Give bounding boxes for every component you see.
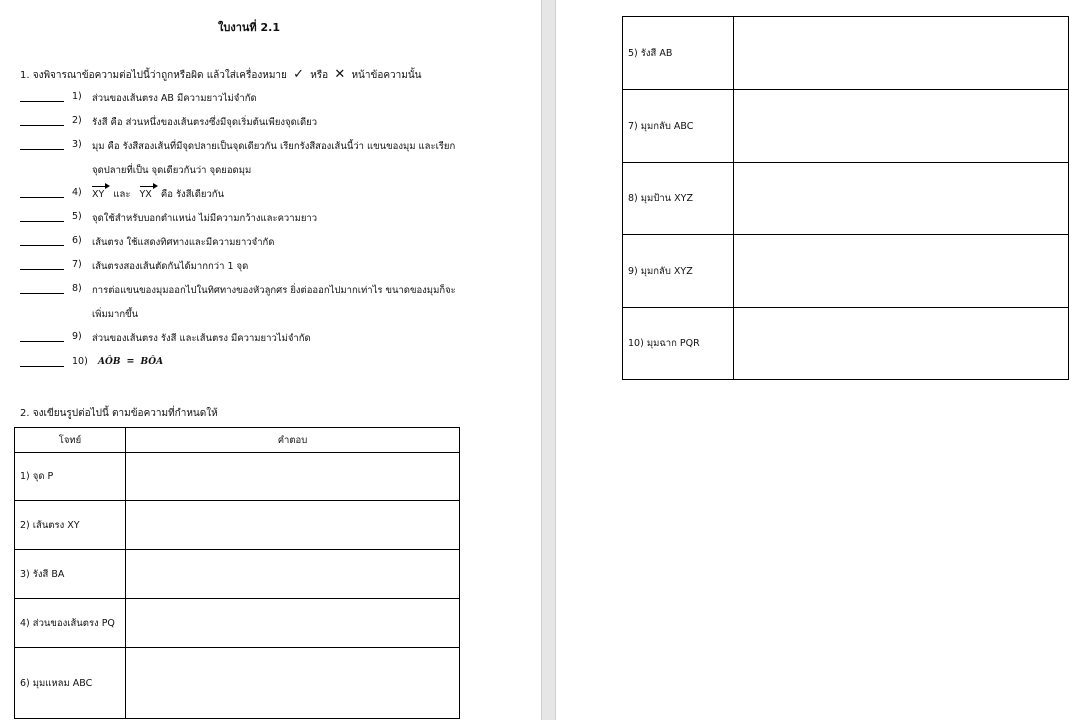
worksheet-page-right [556, 0, 1075, 720]
problem-cell: 9) มุมกลับ XYZ [623, 235, 734, 308]
page-divider [541, 0, 542, 720]
statement-text: เส้นตรงสองเส้นตัดกันได้มากกว่า 1 จุด [92, 261, 249, 272]
statement-number: 10) [72, 356, 88, 367]
statement-number: 8) [72, 283, 82, 294]
table-row [15, 501, 460, 550]
table-row [15, 599, 460, 648]
answer-blank [20, 341, 64, 342]
and-text: และ [113, 189, 131, 200]
statement-tail: คือ รังสีเดียวกัน [160, 189, 225, 200]
statement-text [92, 187, 224, 202]
answer-blank [20, 269, 64, 270]
question-2-heading: 2. จงเขียนรูปต่อไปนี้ ตามข้อความที่กำหนดให้ [20, 408, 218, 419]
column-header-answer: คำตอบ [126, 428, 460, 453]
problem-cell: 4) ส่วนของเส้นตรง PQ [15, 599, 126, 648]
column-header-problem: โจทย์ [15, 428, 126, 453]
answer-blank [20, 125, 64, 126]
statement-number: 9) [72, 331, 82, 342]
drawing-table-left [14, 427, 460, 719]
worksheet-title: ใบงานที่ 2.1 [218, 21, 280, 34]
answer-cell[interactable] [126, 648, 460, 719]
statement-number: 7) [72, 259, 82, 270]
q1-heading-end: หน้าข้อความนั้น [351, 70, 422, 81]
table-row [623, 90, 1069, 163]
problem-cell: 1) จุด P [15, 453, 126, 501]
equals-sign: = [126, 356, 135, 367]
statement-number: 2) [72, 115, 82, 126]
table-row [15, 453, 460, 501]
table-row [623, 235, 1069, 308]
statement-text: มุม คือ รังสีสองเส้นที่มีจุดปลายเป็นจุดเดียวกัน เรียกรังสีสองเส้นนี้ว่า แขนของมุม และเรียก [92, 141, 456, 152]
statement-text: ส่วนของเส้นตรง AB มีความยาวไม่จำกัด [92, 93, 257, 104]
answer-cell[interactable] [734, 90, 1069, 163]
statement-number: 3) [72, 139, 82, 150]
answer-blank [20, 101, 64, 102]
table-header-row [15, 428, 460, 453]
problem-cell: 6) มุมแหลม ABC [15, 648, 126, 719]
q1-or-text: หรือ [310, 70, 329, 81]
answer-blank [20, 245, 64, 246]
answer-blank [20, 293, 64, 294]
statement-number: 6) [72, 235, 82, 246]
statement-text: รังสี คือ ส่วนหนึ่งของเส้นตรงซึ่งมีจุดเริ่มต้นเพียงจุดเดียว [92, 117, 318, 128]
answer-blank [20, 149, 64, 150]
ray-xy-symbol: XY [92, 189, 105, 200]
answer-cell[interactable] [734, 163, 1069, 235]
problem-cell: 2) เส้นตรง XY [15, 501, 126, 550]
answer-cell[interactable] [734, 17, 1069, 90]
angle-aob-symbol: AÔB [98, 357, 121, 367]
problem-cell: 7) มุมกลับ ABC [623, 90, 734, 163]
q1-heading-text: 1. จงพิจารณาข้อความต่อไปนี้ว่าถูกหรือผิด แล้วใส่เครื่องหมาย [20, 70, 287, 81]
answer-cell[interactable] [734, 235, 1069, 308]
angle-formula [98, 356, 163, 367]
answer-blank [20, 221, 64, 222]
statement-text: การต่อแขนของมุมออกไปในทิศทางของหัวลูกศร ยิ่งต่อออกไปมากเท่าไร ขนาดของมุมก็จะ [92, 285, 456, 296]
answer-blank [20, 366, 64, 367]
table-row [15, 550, 460, 599]
problem-cell: 5) รังสี AB [623, 17, 734, 90]
cross-mark-icon: ✕ [334, 67, 346, 82]
statement-number: 4) [72, 187, 82, 198]
check-mark-icon: ✓ [293, 67, 304, 82]
answer-cell[interactable] [126, 599, 460, 648]
problem-cell: 10) มุมฉาก PQR [623, 308, 734, 380]
table-row [15, 648, 460, 719]
question-1-heading [20, 67, 422, 83]
answer-cell[interactable] [126, 550, 460, 599]
table-row [623, 163, 1069, 235]
angle-boa-symbol: BÔA [140, 357, 164, 367]
problem-cell: 3) รังสี BA [15, 550, 126, 599]
statement-text: ส่วนของเส้นตรง รังสี และเส้นตรง มีความยาวไม่จำกัด [92, 333, 311, 344]
drawing-table-right [622, 16, 1069, 380]
statement-number: 5) [72, 211, 82, 222]
statement-continuation: จุดปลายที่เป็น จุดเดียวกันว่า จุดยอดมุม [92, 165, 252, 176]
answer-cell[interactable] [126, 501, 460, 550]
statement-continuation: เพิ่มมากขึ้น [92, 309, 139, 320]
answer-blank [20, 197, 64, 198]
problem-cell: 8) มุมป้าน XYZ [623, 163, 734, 235]
statement-number: 1) [72, 91, 82, 102]
answer-cell[interactable] [734, 308, 1069, 380]
statement-text: เส้นตรง ใช้แสดงทิศทางและมีความยาวจำกัด [92, 237, 275, 248]
answer-cell[interactable] [126, 453, 460, 501]
table-row [623, 308, 1069, 380]
ray-yx-symbol: YX [139, 189, 152, 200]
table-row [623, 17, 1069, 90]
statement-text: จุดใช้สำหรับบอกตำแหน่ง ไม่มีความกว้างและความยาว [92, 213, 318, 224]
